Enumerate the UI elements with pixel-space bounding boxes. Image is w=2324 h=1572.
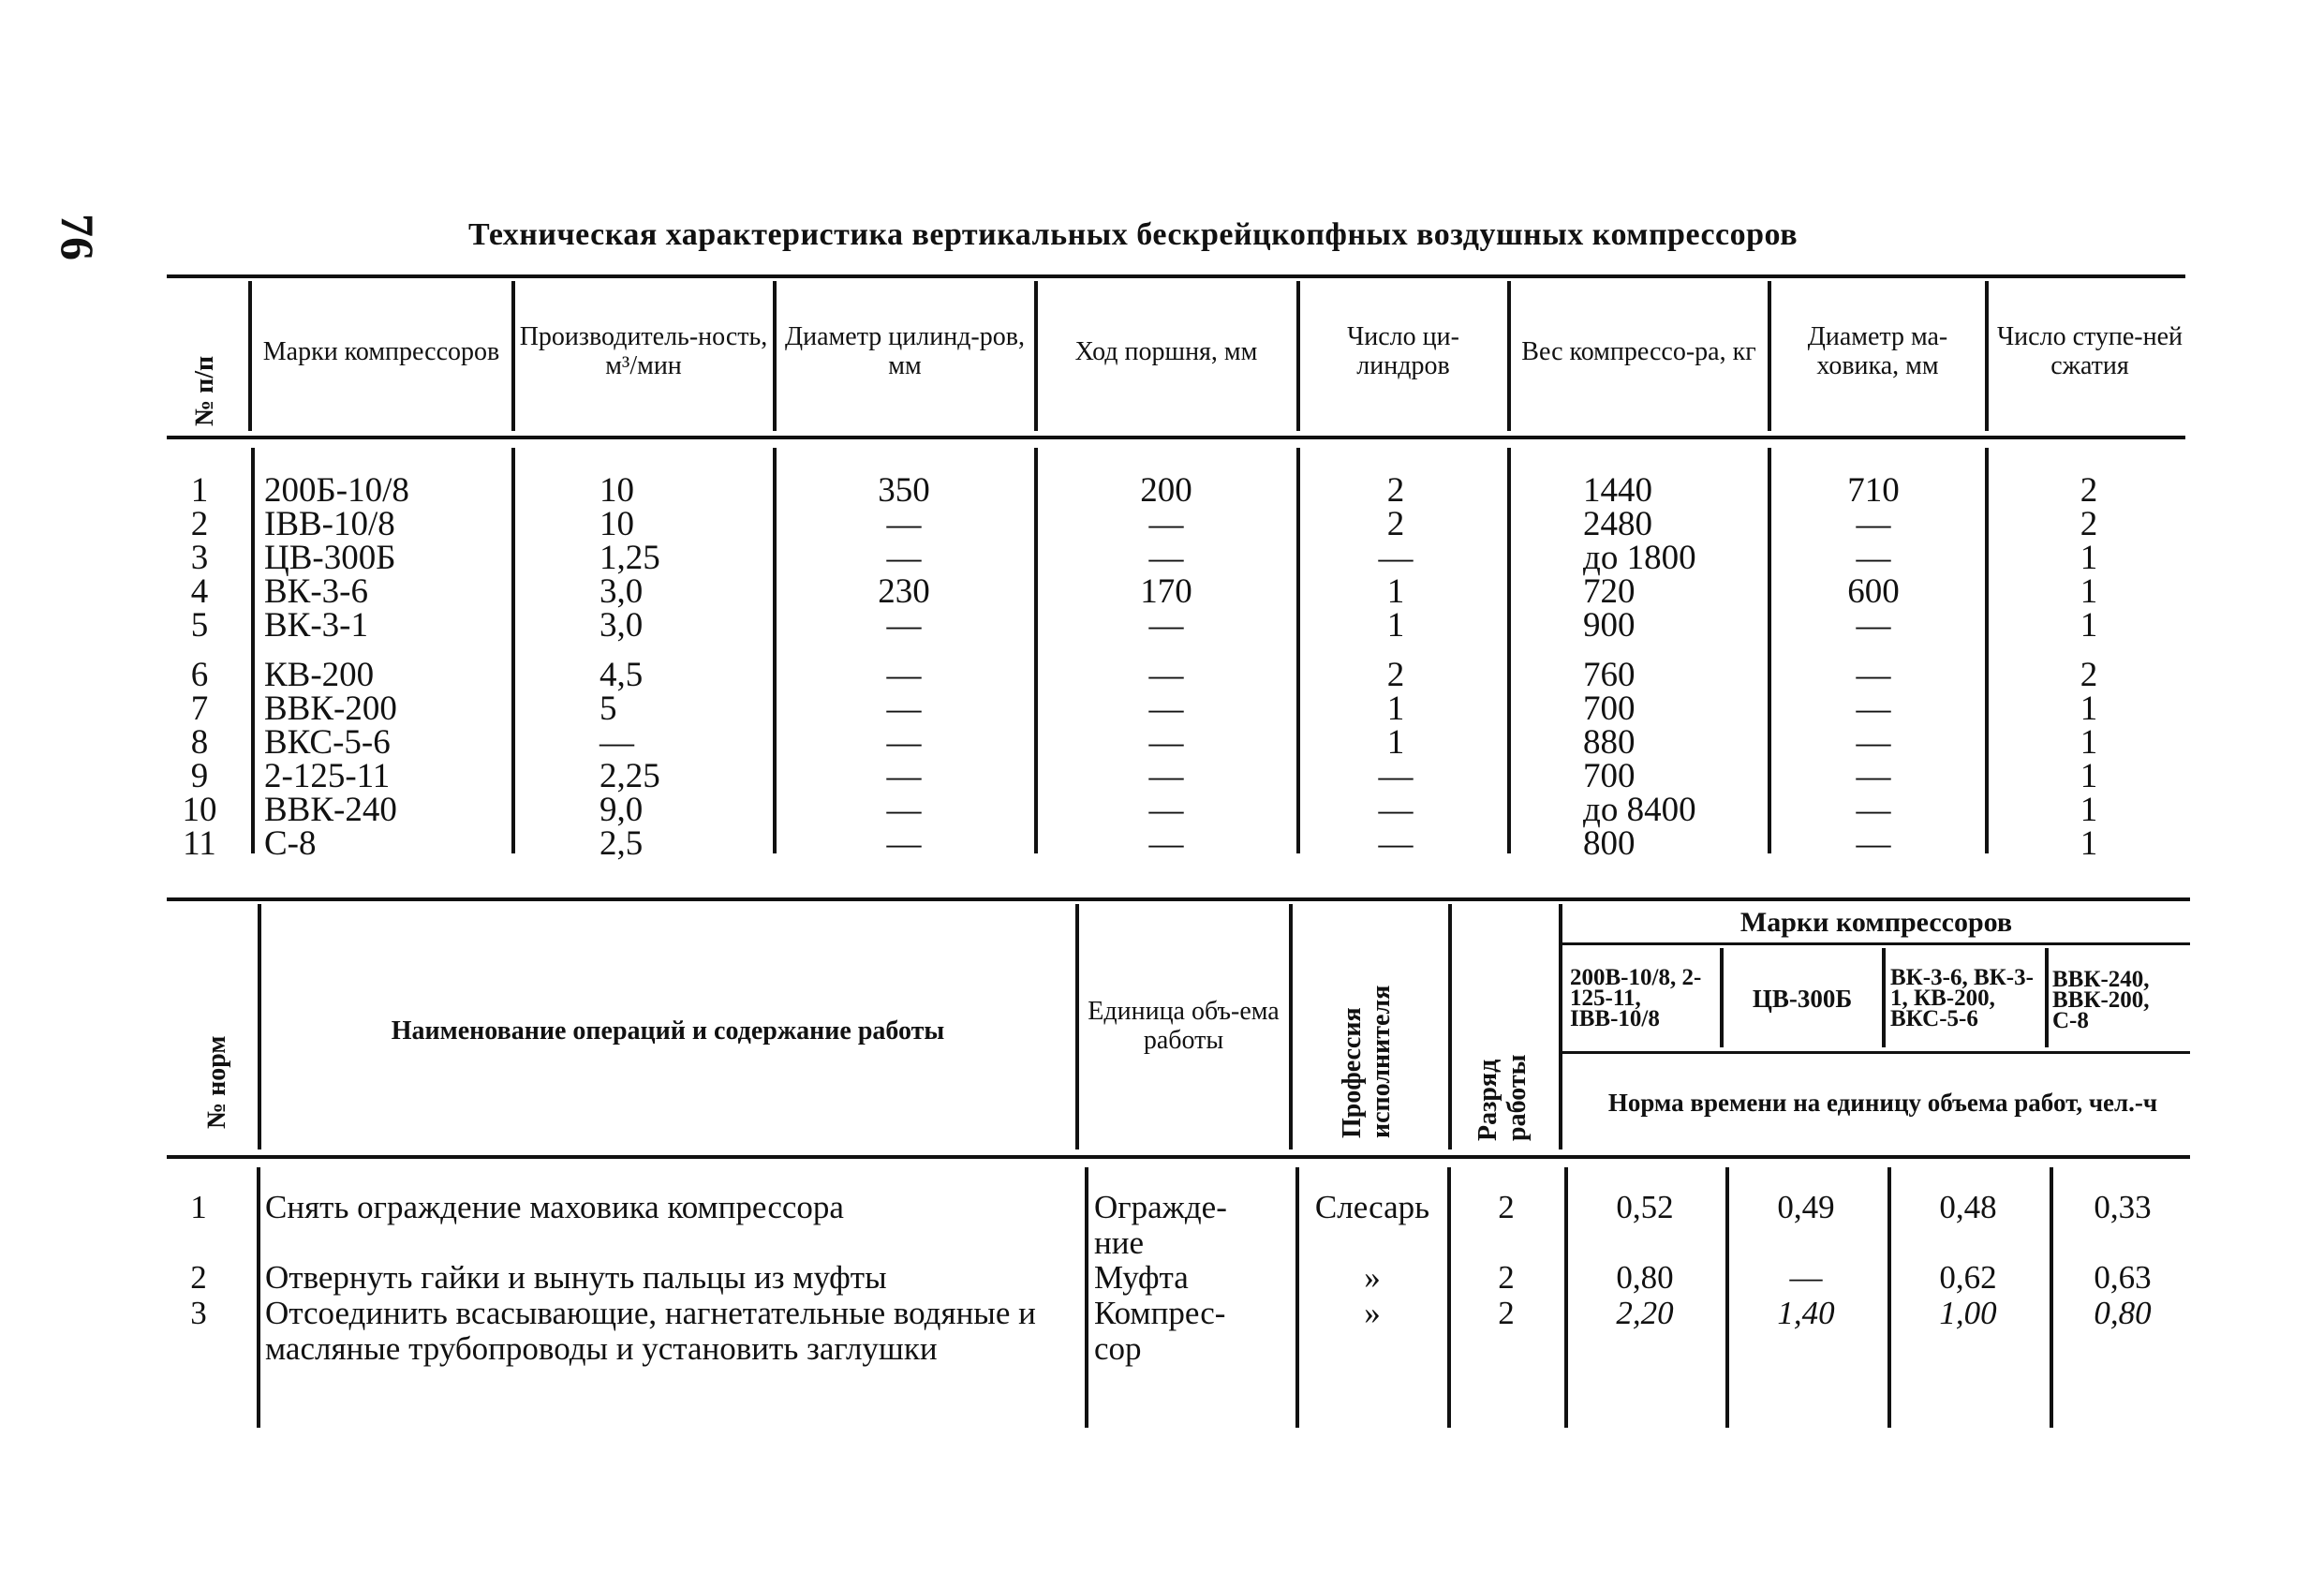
table1-header-rule <box>167 436 2185 439</box>
t1-header-stroke: Ход поршня, мм <box>1074 336 1258 366</box>
t2-cell-grade: 2 <box>1498 1189 1515 1225</box>
t2-cell-n3: 0,62 <box>1939 1259 1997 1296</box>
t1-header-brand: Марки компрессоров <box>262 336 500 366</box>
t1-cell-stroke: 200 <box>1140 471 1192 510</box>
t1-cell-brand: 200Б-10/8 <box>264 471 409 510</box>
t2-cell-n1: 0,80 <box>1616 1259 1674 1296</box>
t1-cell-stroke: — <box>1148 505 1184 543</box>
t1-cell-num: 11 <box>183 824 216 863</box>
page-number: 76 <box>52 214 104 260</box>
t1-cell-flywheel: — <box>1856 656 1891 694</box>
t1-cell-capacity: 3,0 <box>600 572 644 611</box>
t1-cell-weight: до 8400 <box>1583 791 1696 829</box>
t1-cell-brand: ВК-3-6 <box>264 572 368 611</box>
t1-cell-num: 5 <box>190 606 209 645</box>
t1-cell-stages: 1 <box>2080 690 2098 728</box>
t1-cell-cyl-count: — <box>1378 539 1414 577</box>
t2-header-num: № норм <box>202 1035 231 1129</box>
t2-cell-n2: 1,40 <box>1777 1295 1835 1331</box>
t2-cell-n2: — <box>1789 1259 1823 1296</box>
t1-cell-weight: 700 <box>1583 690 1636 728</box>
t1-cell-capacity: 3,0 <box>600 606 644 645</box>
t2-brand-col-3: ВК-3-6, ВК-3-1, КВ-200, ВКС-5-6 <box>1890 965 2034 1031</box>
t1-cell-capacity: 4,5 <box>600 656 644 694</box>
t1-cell-flywheel: — <box>1856 505 1891 543</box>
t1-header-num: № п/п <box>190 355 219 426</box>
t2-cell-unit: Муфта <box>1094 1259 1189 1296</box>
t1-cell-weight: 2480 <box>1583 505 1652 543</box>
t1-cell-cyl-diameter: — <box>886 505 922 543</box>
t1-cell-flywheel: — <box>1856 824 1891 863</box>
t1-cell-cyl-diameter: — <box>886 539 922 577</box>
t2-cell-profession: Слесарь <box>1314 1189 1430 1225</box>
t1-cell-cyl-diameter: — <box>886 690 922 728</box>
t1-cell-weight: 900 <box>1583 606 1636 645</box>
t2-cell-num: 3 <box>190 1295 207 1331</box>
t2-brand-col-1: 200В-10/8, 2-125-11, IВВ-10/8 <box>1570 965 1702 1031</box>
t1-cell-brand: КВ-200 <box>264 656 375 694</box>
t1-header-capacity: Производитель-ность, м³/мин <box>519 322 768 380</box>
table-title: Техническая характеристика вертикальных бескрейцкопфных воздушных компрессоров <box>468 217 1799 252</box>
t1-cell-stroke: — <box>1148 539 1184 577</box>
t1-cell-weight: 700 <box>1583 757 1636 795</box>
t1-cell-cyl-count: 1 <box>1386 723 1405 762</box>
t1-cell-cyl-diameter: 350 <box>878 471 930 510</box>
t2-header-profession: Профессия исполнителя <box>1338 985 1396 1138</box>
t1-cell-stages: 2 <box>2080 505 2098 543</box>
t1-cell-cyl-count: — <box>1378 757 1414 795</box>
t1-cell-flywheel: — <box>1856 757 1891 795</box>
t2-cell-num: 1 <box>190 1189 207 1225</box>
t2-cell-operation: Снять ограждение маховика компрессора <box>265 1189 844 1225</box>
t1-cell-cyl-diameter: — <box>886 824 922 863</box>
t1-cell-num: 4 <box>190 572 209 611</box>
t1-cell-flywheel: — <box>1856 690 1891 728</box>
t1-cell-flywheel: 710 <box>1847 471 1900 510</box>
t2-cell-profession: » <box>1364 1259 1381 1296</box>
t1-header-cyl-diameter: Диаметр цилинд-ров, мм <box>785 322 1025 380</box>
t1-cell-num: 2 <box>190 505 209 543</box>
t1-cell-weight: 880 <box>1583 723 1636 762</box>
t2-cell-n3: 1,00 <box>1939 1295 1997 1331</box>
t1-cell-capacity: 2,5 <box>600 824 644 863</box>
t1-cell-stages: 1 <box>2080 723 2098 762</box>
table1-top-rule <box>167 274 2185 278</box>
t2-header-operation: Наименование операций и содержание работы <box>391 1016 945 1046</box>
table2-top-rule <box>167 897 2190 901</box>
t1-cell-brand: ВК-3-1 <box>264 606 368 645</box>
t1-cell-flywheel: — <box>1856 606 1891 645</box>
t2-cell-grade: 2 <box>1498 1259 1515 1296</box>
t1-cell-stages: 1 <box>2080 539 2098 577</box>
t1-cell-flywheel: 600 <box>1847 572 1900 611</box>
t2-cell-unit: Огражде-ние <box>1094 1189 1227 1261</box>
t1-cell-cyl-diameter: — <box>886 791 922 829</box>
t2-cell-unit: Компрес-сор <box>1094 1295 1226 1367</box>
t1-cell-capacity: 9,0 <box>600 791 644 829</box>
t2-cell-operation: Отсоединить всасывающие, нагнетательные водяные и масляные трубопроводы и установить заглушки <box>265 1295 1036 1367</box>
t2-cell-profession: » <box>1364 1295 1381 1331</box>
t2-cell-n1: 0,52 <box>1616 1189 1674 1225</box>
t1-cell-stages: 1 <box>2080 757 2098 795</box>
table2-header-rule <box>167 1155 2190 1159</box>
t1-cell-capacity: 5 <box>600 690 617 728</box>
t1-cell-weight: 720 <box>1583 572 1636 611</box>
t1-cell-num: 7 <box>190 690 209 728</box>
t1-cell-cyl-count: — <box>1378 791 1414 829</box>
t1-header-flywheel: Диаметр ма-ховика, мм <box>1807 322 1948 380</box>
t1-cell-cyl-count: 2 <box>1386 471 1405 510</box>
t1-cell-flywheel: — <box>1856 791 1891 829</box>
t1-cell-cyl-diameter: — <box>886 723 922 762</box>
t1-cell-stroke: — <box>1148 656 1184 694</box>
t1-cell-cyl-diameter: — <box>886 606 922 645</box>
t1-cell-stroke: — <box>1148 824 1184 863</box>
t1-cell-cyl-count: 2 <box>1386 656 1405 694</box>
t2-header-unit: Единица объ-ема работы <box>1088 997 1280 1055</box>
t1-cell-cyl-count: 1 <box>1386 606 1405 645</box>
t1-cell-stages: 2 <box>2080 656 2098 694</box>
t1-cell-brand: IВВ-10/8 <box>264 505 395 543</box>
t1-cell-capacity: — <box>600 723 634 762</box>
t1-cell-num: 8 <box>190 723 209 762</box>
t1-cell-weight: 760 <box>1583 656 1636 694</box>
t1-cell-flywheel: — <box>1856 539 1891 577</box>
t2-cell-n2: 0,49 <box>1777 1189 1835 1225</box>
t1-cell-stages: 1 <box>2080 606 2098 645</box>
t1-cell-stages: 2 <box>2080 471 2098 510</box>
t2-cell-grade: 2 <box>1498 1295 1515 1331</box>
t2-header-grade: Разряд работы <box>1473 1054 1532 1141</box>
t2-cell-n4: 0,33 <box>2094 1189 2152 1225</box>
t2-cell-n4: 0,63 <box>2094 1259 2152 1296</box>
t1-cell-num: 6 <box>190 656 209 694</box>
t1-header-weight: Вес компрессо-ра, кг <box>1521 336 1756 366</box>
t1-cell-brand: ЦВ-300Б <box>264 539 396 577</box>
t1-header-cyl-count: Число ци-линдров <box>1347 322 1459 380</box>
t1-cell-brand: ВВК-240 <box>264 791 397 829</box>
t2-brand-col-4: ВВК-240, ВВК-200, С-8 <box>2052 967 2150 1033</box>
t1-cell-num: 1 <box>190 471 209 510</box>
t1-cell-capacity: 1,25 <box>600 539 660 577</box>
t1-cell-stroke: — <box>1148 791 1184 829</box>
t2-norm-caption: Норма времени на единицу объема работ, чел.-ч <box>1607 1088 2158 1117</box>
t1-cell-num: 3 <box>190 539 209 577</box>
t1-cell-brand: С-8 <box>264 824 317 863</box>
t1-cell-brand: 2-125-11 <box>264 757 391 795</box>
t1-cell-cyl-count: 1 <box>1386 690 1405 728</box>
t1-cell-weight: до 1800 <box>1583 539 1696 577</box>
t1-cell-stroke: — <box>1148 723 1184 762</box>
t2-cell-n4: 0,80 <box>2094 1295 2152 1331</box>
t2-cell-n1: 2,20 <box>1616 1295 1674 1331</box>
t1-header-stages: Число ступе-ней сжатия <box>1996 322 2183 380</box>
t1-cell-capacity: 2,25 <box>600 757 660 795</box>
t1-cell-cyl-count: — <box>1378 824 1414 863</box>
t1-cell-cyl-diameter: — <box>886 757 922 795</box>
t2-cell-operation: Отвернуть гайки и вынуть пальцы из муфты <box>265 1259 887 1296</box>
t1-cell-stages: 1 <box>2080 791 2098 829</box>
t2-cell-num: 2 <box>190 1259 207 1296</box>
t1-cell-weight: 800 <box>1583 824 1636 863</box>
t1-cell-capacity: 10 <box>600 505 634 543</box>
t1-cell-stroke: — <box>1148 690 1184 728</box>
t1-cell-brand: ВКС-5-6 <box>264 723 391 762</box>
t1-cell-stages: 1 <box>2080 572 2098 611</box>
t1-cell-stroke: — <box>1148 757 1184 795</box>
t1-cell-stroke: 170 <box>1140 572 1192 611</box>
t1-cell-num: 9 <box>190 757 209 795</box>
t1-cell-cyl-diameter: — <box>886 656 922 694</box>
t1-cell-weight: 1440 <box>1583 471 1652 510</box>
t1-cell-stroke: — <box>1148 606 1184 645</box>
t2-header-brands-group: Марки компрессоров <box>1739 906 2013 938</box>
t1-cell-brand: ВВК-200 <box>264 690 397 728</box>
t1-cell-num: 10 <box>182 791 217 829</box>
t1-cell-cyl-count: 1 <box>1386 572 1405 611</box>
t1-cell-stages: 1 <box>2080 824 2098 863</box>
t1-cell-capacity: 10 <box>600 471 634 510</box>
t1-cell-cyl-diameter: 230 <box>878 572 930 611</box>
t1-cell-flywheel: — <box>1856 723 1891 762</box>
t2-cell-n3: 0,48 <box>1939 1189 1997 1225</box>
t2-brand-col-2: ЦВ-300Б <box>1752 984 1853 1013</box>
t1-cell-cyl-count: 2 <box>1386 505 1405 543</box>
